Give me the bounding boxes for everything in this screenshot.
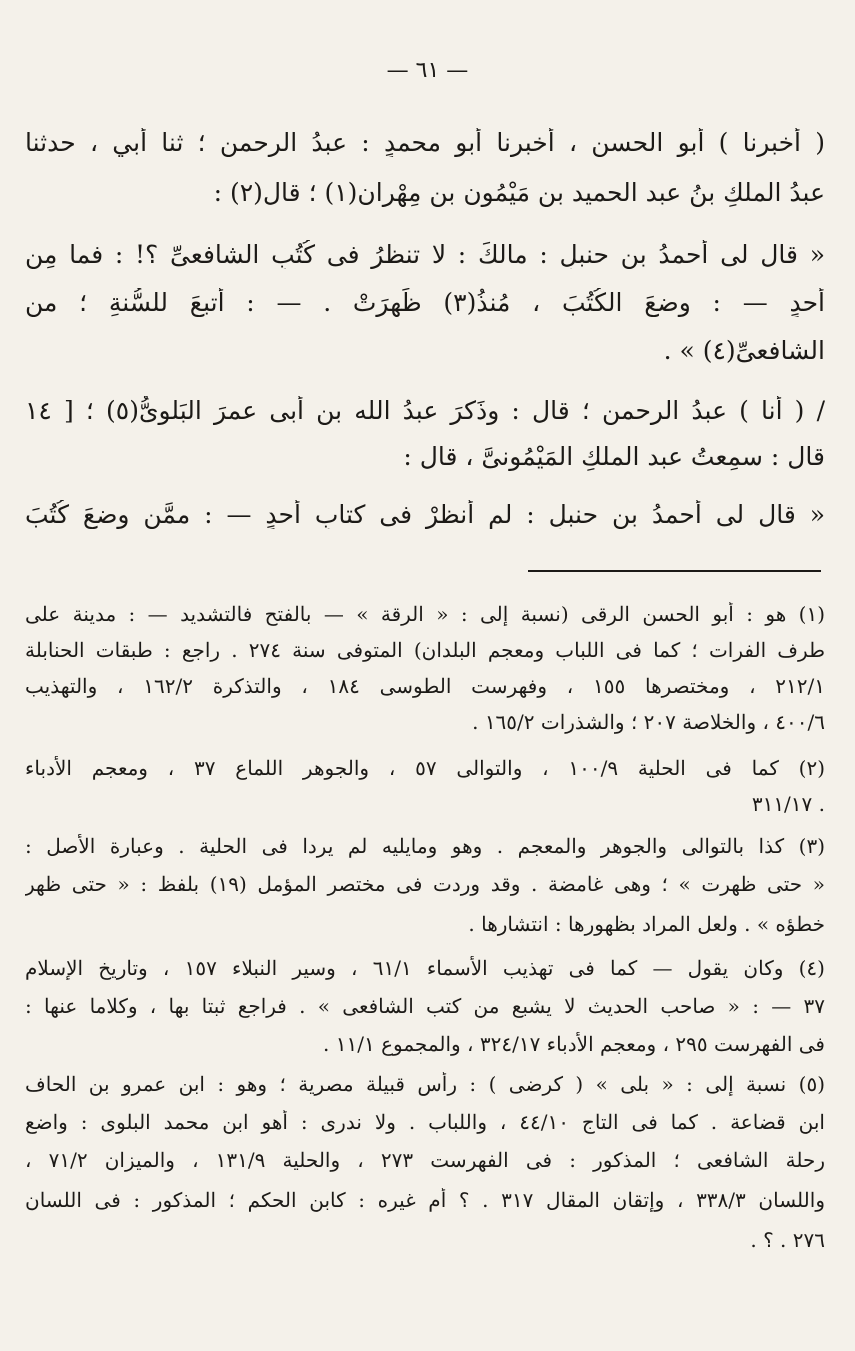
- page-number: — ٦١ —: [386, 58, 469, 83]
- footnote-line-3: ٢١٢/١ ، ومختصرها ١٥٥ ، وفهرست الطوسى ١٨٤ ، والتذكرة ١٦٢/٢ ، والتهذيب: [25, 674, 825, 698]
- main-line-4: أحدٍ — : وضعَ الكُتُبَ ، مُنذُ(٣) ظَهرَتْ . — : أتبعَ للسُّنةِ ؛ من: [25, 288, 825, 317]
- footnote-line-4: ٤٠٠/٦ ، والخلاصة ٢٠٧ ؛ والشذرات ١٦٥/٢ .: [472, 710, 825, 734]
- main-line-1: ( أخبرنا ) أبو الحسنِ ، أخبرنا أبو محمدٍ : عبدُ الرحمن ؛ ثنا أبي ، حدثنا: [25, 128, 825, 157]
- footnote-line-7: (٣) كذا بالتوالى والجوهر والمعجم . وهو ومايليه لم يردا فى الحلية . وعبارة الأصل :: [25, 834, 825, 858]
- main-line-3: « قال لى أحمدُ بن حنبلٍ : مالكَ : لا تنظرُ فى كُتُبِ الشافعىِّ ؟! : فما مِن: [25, 240, 825, 269]
- footnote-separator: [528, 570, 821, 572]
- footnote-line-13: (٥) نسبة إلى : « بلى » ( كرضى ) : رأس قبيلة مصرية ؛ وهو : ابن عمرو بن الحاف: [25, 1072, 825, 1096]
- main-line-7: قال : سمِعتُ عبد الملكِ المَيْمُونىَّ ، قال :: [403, 442, 825, 471]
- footnote-line-15: رحلة الشافعى ؛ المذكور : فى الفهرست ٢٧٣ ، والحلية ١٣١/٩ ، والميزان ٧١/٢ ،: [25, 1148, 825, 1172]
- main-line-2: عبدُ الملكِ بنُ عبد الحميد بنِ مَيْمُونِ بن مِهْران(١) ؛ قال(٢) :: [213, 178, 825, 207]
- footnote-line-11: ٣٧ — : « صاحب الحديث لا يشبع من كتب الشافعى » . فراجع ثبتا بها ، وكلاما عنها :: [25, 994, 825, 1018]
- footnote-line-5: (٢) كما فى الحلية ١٠٠/٩ ، والتوالى ٥٧ ، والجوهر اللماع ٣٧ ، ومعجم الأدباء: [25, 756, 825, 780]
- footnote-line-8: « حتى ظهرت » ؛ وهى غامضة . وقد وردت فى مختصر المؤمل (١٩) بلفظ : « حتى ظهر: [25, 872, 825, 896]
- footnote-line-9: خطؤه » . ولعل المراد بظهورها : انتشارها .: [468, 912, 825, 936]
- footnote-line-10: (٤) وكان يقول — كما فى تهذيب الأسماء ٦١/١ ، وسير النبلاء ١٥٧ ، وتاريخ الإسلام: [25, 956, 825, 980]
- main-line-6: / ( أنا ) عبدُ الرحمن ؛ قال : وذَكرَ عبدُ الله بن أبى عمرَ البَلوىُّ(٥) ؛ [ ١٤: [25, 396, 825, 425]
- main-line-8: « قال لى أحمدُ بن حنبلٍ : لم أنظرْ فى كتابِ أحدٍ — : ممَّن وضعَ كُتُبَ: [25, 500, 825, 529]
- footnote-line-2: طرف الفرات ؛ كما فى اللباب ومعجم البلدان) المتوفى سنة ٢٧٤ . راجع : طبقات الحنابلة: [25, 638, 825, 662]
- footnote-line-16: واللسان ٣٣٨/٣ ، وإتقان المقال ٣١٧ . ؟ أم غيره : كابن الحكم ؛ المذكور : فى اللسان: [25, 1188, 825, 1212]
- footnote-line-1: (١) هو : أبو الحسن الرقى (نسبة إلى : « الرقة » — بالفتح فالتشديد — : مدينة على: [25, 602, 825, 626]
- footnote-line-12: فى الفهرست ٢٩٥ ، ومعجم الأدباء ٣٢٤/١٧ ، والمجموع ١١/١ .: [323, 1032, 825, 1056]
- footnote-line-14: ابن قضاعة . كما فى التاج ٤٤/١٠ ، واللباب . ولا ندرى : أهو ابن محمد البلوى : واضع: [25, 1110, 825, 1134]
- footnote-line-17: ٢٧٦ . ؟ .: [750, 1228, 825, 1252]
- footnote-line-6: ٣١١/١٧ .: [751, 792, 825, 816]
- main-line-5: الشافعىِّ(٤) » .: [663, 336, 825, 365]
